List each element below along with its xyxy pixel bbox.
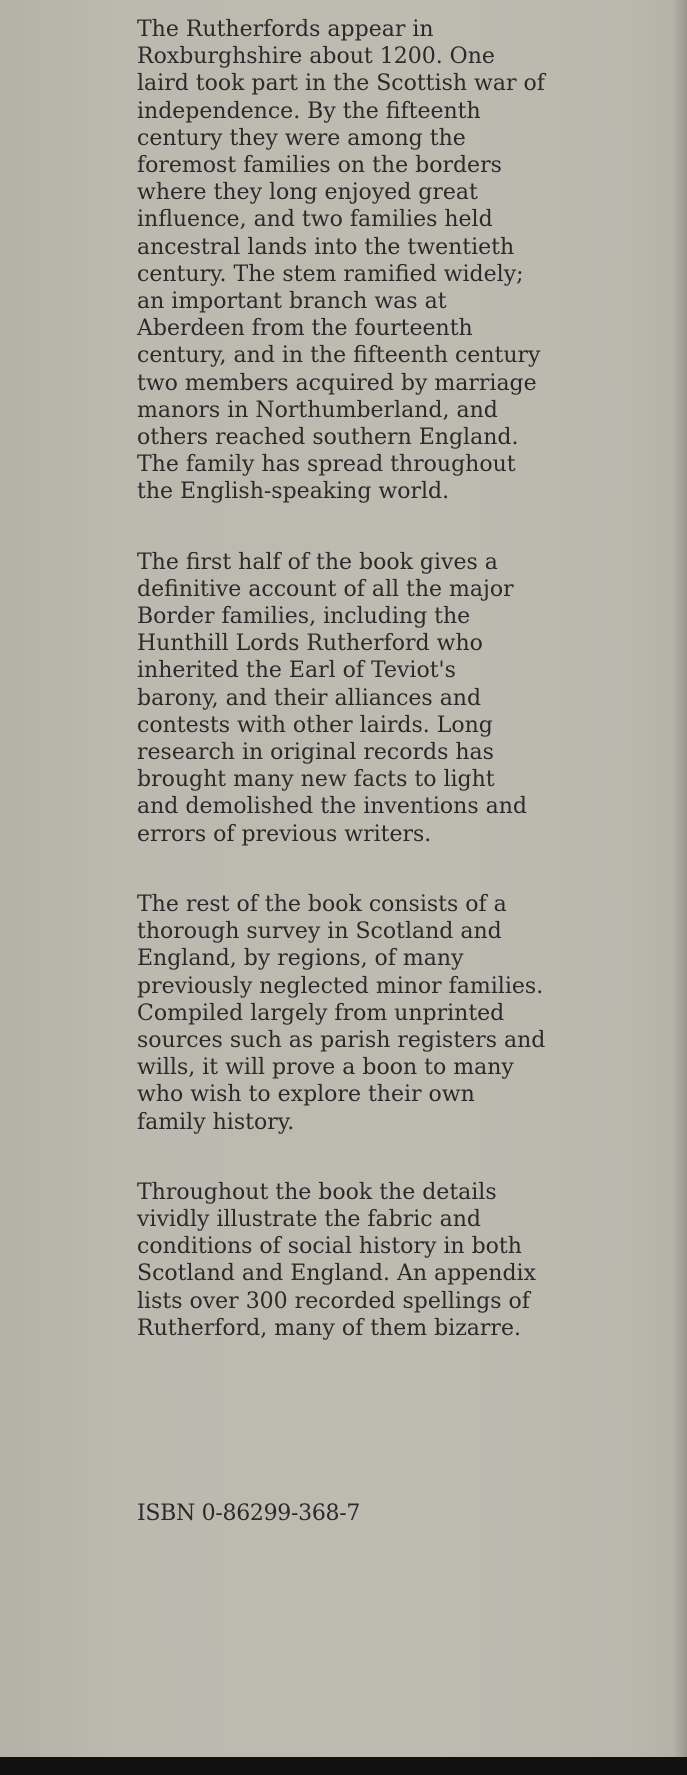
blurb-paragraph-4 — [137, 1179, 657, 1342]
blurb-line: century they were among the — [137, 125, 466, 151]
blurb-line: wills, it will prove a boon to many — [137, 1055, 514, 1081]
blurb-line: lists over 300 recorded spellings of — [137, 1288, 530, 1314]
blurb-line: an important branch was at — [137, 289, 447, 315]
blurb-line: Aberdeen from the fourteenth — [137, 316, 473, 342]
blurb-line: sources such as parish registers and — [137, 1027, 546, 1053]
blurb-line: thorough survey in Scotland and — [137, 919, 502, 945]
blurb-line: The family has spread throughout — [137, 452, 516, 478]
blurb-line: and demolished the inventions and — [137, 794, 527, 820]
blurb-line: ancestral lands into the twentieth — [137, 234, 515, 260]
cover-edge-shadow — [673, 0, 687, 1757]
blurb-line: barony, and their alliances and — [137, 685, 482, 711]
blurb-line: where they long enjoyed great — [137, 180, 478, 206]
blurb-line: vividly illustrate the fabric and — [137, 1206, 481, 1232]
blurb-line: Compiled largely from unprinted — [137, 1000, 505, 1026]
blurb-line: century, and in the fifteenth century — [137, 343, 541, 369]
blurb-line: laird took part in the Scottish war of — [137, 71, 545, 97]
blurb-line: Border families, including the — [137, 604, 471, 630]
blurb-text — [137, 16, 657, 1342]
blurb-line: influence, and two families held — [137, 207, 493, 233]
blurb-line: who wish to explore their own — [137, 1082, 475, 1108]
blurb-line: contests with other lairds. Long — [137, 712, 493, 738]
blurb-paragraph-2 — [137, 549, 657, 848]
bottom-dark-band — [0, 1757, 687, 1775]
blurb-line: Rutherford, many of them bizarre. — [137, 1315, 521, 1341]
blurb-line: Hunthill Lords Rutherford who — [137, 631, 483, 657]
blurb-line: manors in Northumberland, and — [137, 397, 498, 423]
blurb-line: others reached southern England. — [137, 425, 519, 451]
blurb-line: definitive account of all the major — [137, 576, 514, 602]
blurb-line: the English-speaking world. — [137, 479, 450, 505]
blurb-line: Roxburghshire about 1200. One — [137, 44, 495, 70]
blurb-line: research in original records has — [137, 740, 494, 766]
blurb-paragraph-1 — [137, 16, 657, 506]
blurb-line: previously neglected minor families. — [137, 973, 544, 999]
blurb-line: England, by regions, of many — [137, 946, 464, 972]
blurb-line: two members acquired by marriage — [137, 370, 537, 396]
blurb-line: century. The stem ramified widely; — [137, 261, 524, 287]
blurb-line: The Rutherfords appear in — [137, 17, 434, 42]
blurb-line: inherited the Earl of Teviot's — [137, 658, 456, 684]
blurb-line: conditions of social history in both — [137, 1234, 522, 1260]
blurb-line: Throughout the book the details — [137, 1179, 497, 1205]
blurb-line: independence. By the fifteenth — [137, 98, 481, 124]
blurb-line: The first half of the book gives a — [137, 549, 498, 575]
isbn-number: ISBN 0-86299-368-7 — [137, 1501, 361, 1526]
blurb-paragraph-3 — [137, 891, 657, 1136]
blurb-line: foremost families on the borders — [137, 153, 502, 179]
blurb-line: Scotland and England. An appendix — [137, 1261, 536, 1287]
blurb-line: errors of previous writers. — [137, 821, 432, 847]
blurb-line: The rest of the book consists of a — [137, 891, 507, 917]
blurb-line: family history. — [137, 1109, 295, 1135]
blurb-line: brought many new facts to light — [137, 767, 495, 793]
